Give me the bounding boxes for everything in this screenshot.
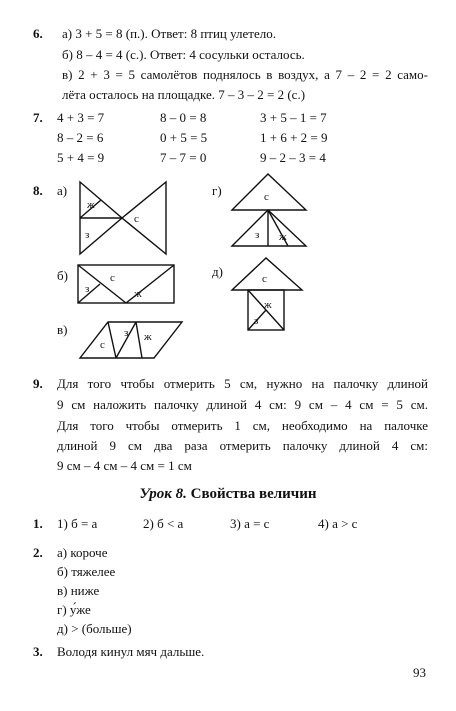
piece-label-zh: ж xyxy=(144,331,152,343)
lesson-prefix: Урок 8. xyxy=(139,486,187,502)
task-9-line: Для того чтобы отмерить 5 см, нужно на палочку длиной xyxy=(57,376,428,391)
piece-label-zh: ж xyxy=(279,231,287,243)
tangram-figure-g xyxy=(226,170,312,250)
task-9-line: Для того чтобы отмерить 1 см, необходимо на палочке xyxy=(57,418,428,433)
exercise-2-item: б) тяжелее xyxy=(57,564,116,579)
exercise-3-text: Володя кинул мяч дальше. xyxy=(57,644,205,659)
task-9-number: 9. xyxy=(33,376,43,391)
exercise-3-number: 3. xyxy=(33,644,43,659)
exercise-1-item: 4) а > с xyxy=(318,516,358,531)
piece-label-z: з xyxy=(255,229,260,241)
task-9-line: 9 см – 4 см – 4 см = 1 см xyxy=(57,458,192,473)
task-6-line-b: б) 8 – 4 = 4 (с.). Ответ: 4 сосульки осталось. xyxy=(62,47,305,62)
task-7-cell: 5 + 4 = 9 xyxy=(57,150,105,165)
piece-label-s: с xyxy=(262,273,267,285)
exercise-2-item: д) > (больше) xyxy=(57,621,132,636)
figure-label-d: д) xyxy=(212,264,223,279)
task-6-line-c1: в) 2 + 3 = 5 самолётов поднялось в воздух, а 7 – 2 = 2 само- xyxy=(62,67,428,82)
exercise-1-number: 1. xyxy=(33,516,43,531)
exercise-2-item: в) ниже xyxy=(57,583,100,598)
piece-label-z: з xyxy=(254,315,259,327)
exercise-1-item: 1) б = а xyxy=(57,516,98,531)
tangram-figure-b xyxy=(70,262,180,308)
piece-label-z: з xyxy=(85,229,90,241)
task-9-line: 9 см наложить палочку длиной 4 см: 9 см – 4 см = 5 см. xyxy=(57,397,428,412)
lesson-heading xyxy=(0,486,456,503)
piece-label-s: с xyxy=(134,213,139,225)
exercise-1-item: 3) а = с xyxy=(230,516,270,531)
task-7-cell: 4 + 3 = 7 xyxy=(57,110,105,125)
task-7-cell: 0 + 5 = 5 xyxy=(160,130,208,145)
figure-label-b: б) xyxy=(57,268,68,283)
piece-label-s: с xyxy=(110,272,115,284)
page-number: 93 xyxy=(413,665,426,680)
task-7-cell: 8 – 2 = 6 xyxy=(57,130,104,145)
lesson-title: Свойства величин xyxy=(190,486,317,502)
exercise-1-item: 2) б < а xyxy=(143,516,184,531)
task-9-line: длиной 9 см два раза отмерить палочку длиной 4 см: xyxy=(57,438,428,453)
figure-label-a: а) xyxy=(57,183,68,198)
task-8-number: 8. xyxy=(33,183,43,198)
piece-label-zh: ж xyxy=(264,299,272,311)
task-7-cell: 9 – 2 – 3 = 4 xyxy=(260,150,326,165)
task-6-line-a: а) 3 + 5 = 8 (п.). Ответ: 8 птиц улетело. xyxy=(62,26,276,41)
piece-label-s: с xyxy=(264,191,269,203)
tangram-figure-a xyxy=(70,180,170,260)
piece-label-zh: ж xyxy=(87,199,95,211)
tangram-figure-v xyxy=(70,318,186,362)
tangram-figure-d xyxy=(226,254,308,336)
task-7-number: 7. xyxy=(33,110,43,125)
piece-label-zh: ж xyxy=(134,288,142,300)
exercise-2-number: 2. xyxy=(33,545,43,560)
piece-label-s: с xyxy=(100,339,105,351)
piece-label-z: з xyxy=(85,283,90,295)
task-6-number: 6. xyxy=(33,26,43,41)
figure-label-g: г) xyxy=(212,183,222,198)
exercise-2-item: а) короче xyxy=(57,545,108,560)
figure-label-v: в) xyxy=(57,322,68,337)
task-7-cell: 8 – 0 = 8 xyxy=(160,110,207,125)
piece-label-z: з xyxy=(124,327,129,339)
task-6-line-c2: лёта осталось на площадке. 7 – 3 – 2 = 2 (с.) xyxy=(62,87,306,102)
task-7-cell: 3 + 5 – 1 = 7 xyxy=(260,110,327,125)
task-7-cell: 7 – 7 = 0 xyxy=(160,150,207,165)
task-7-cell: 1 + 6 + 2 = 9 xyxy=(260,130,328,145)
exercise-2-item: г) у́же xyxy=(57,602,91,617)
